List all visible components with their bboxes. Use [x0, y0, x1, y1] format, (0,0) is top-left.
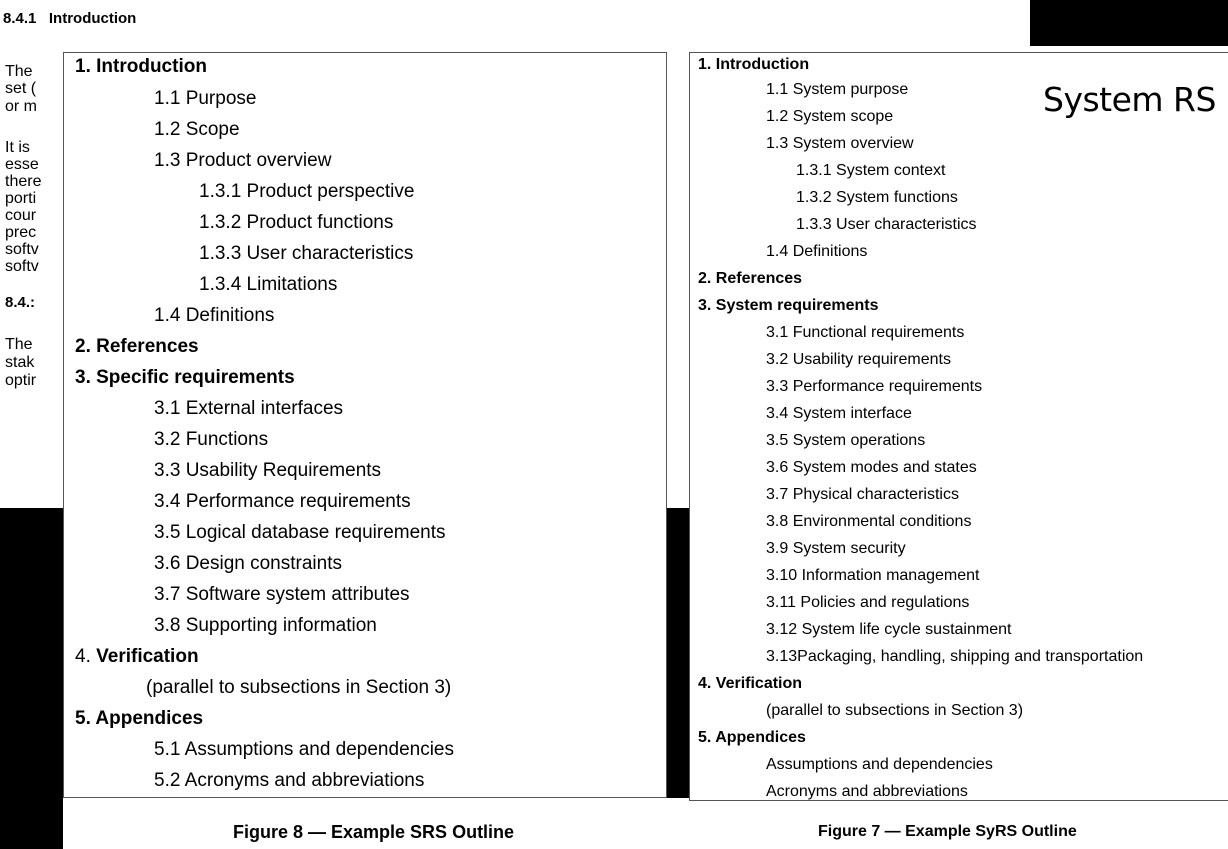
- background-text-fragment: optir: [5, 372, 37, 389]
- black-border-left: [0, 508, 63, 849]
- srs-outline-item: 2. References: [75, 336, 199, 357]
- srs-outline-item: 1.3.3 User characteristics: [199, 243, 414, 264]
- background-text-fragment: esse: [5, 156, 39, 173]
- syrs-outline-item: 3. System requirements: [698, 297, 879, 314]
- syrs-outline-item: (parallel to subsections in Section 3): [766, 702, 1024, 719]
- srs-outline-item: 3.1 External interfaces: [154, 398, 344, 419]
- srs-outline-item: 1.3 Product overview: [154, 150, 332, 171]
- syrs-outline-item: 3.9 System security: [766, 540, 906, 557]
- syrs-outline-item: 3.10 Information management: [766, 567, 980, 584]
- syrs-outline-item: 5. Appendices: [698, 729, 806, 746]
- syrs-outline-item: 3.7 Physical characteristics: [766, 486, 959, 503]
- srs-outline-item: 1.4 Definitions: [154, 305, 275, 326]
- syrs-figure-caption: Figure 7 — Example SyRS Outline: [818, 823, 1077, 840]
- background-text-fragment: The: [5, 63, 33, 80]
- section-heading: 8.4.1 Introduction: [3, 10, 137, 27]
- syrs-outline-item: 1.3 System overview: [766, 135, 914, 152]
- syrs-outline-item: 3.3 Performance requirements: [766, 378, 983, 395]
- srs-outline-item: 3.4 Performance requirements: [154, 491, 411, 512]
- syrs-outline-item: 3.1 Functional requirements: [766, 324, 965, 341]
- srs-outline-item: 3. Specific requirements: [75, 367, 295, 388]
- syrs-outline-box: [689, 52, 1228, 801]
- syrs-outline-item: 3.2 Usability requirements: [766, 351, 951, 368]
- background-text-fragment: softv: [5, 258, 39, 275]
- background-text-fragment: cour: [5, 207, 37, 224]
- srs-figure-caption: Figure 8 — Example SRS Outline: [233, 822, 515, 842]
- syrs-outline-item: 1. Introduction: [698, 56, 810, 73]
- srs-outline-item: 1.3.4 Limitations: [199, 274, 338, 295]
- syrs-outline-item: 3.4 System interface: [766, 405, 912, 422]
- srs-outline-item: 5.1 Assumptions and dependencies: [154, 739, 454, 760]
- syrs-outline-item: 3.6 System modes and states: [766, 459, 977, 476]
- syrs-outline-item: 4. Verification: [698, 675, 803, 692]
- background-text-fragment: prec: [5, 224, 37, 241]
- syrs-outline-item: 2. References: [698, 270, 803, 287]
- srs-outline-item: 3.6 Design constraints: [154, 553, 342, 574]
- syrs-outline-item: 1.2 System scope: [766, 108, 894, 125]
- srs-outline-item: 1.3.2 Product functions: [199, 212, 394, 233]
- syrs-outline-item: 3.13Packaging, handling, shipping and transportation: [766, 648, 1144, 665]
- background-text-fragment: or m: [5, 98, 37, 115]
- srs-outline-item: 3.2 Functions: [154, 429, 269, 450]
- syrs-outline-item: 1.3.2 System functions: [796, 189, 958, 206]
- srs-outline-item: 1. Introduction: [75, 56, 207, 77]
- syrs-outline-item: 1.3.3 User characteristics: [796, 216, 977, 233]
- srs-outline-item: [75, 646, 199, 668]
- srs-outline-item: 3.7 Software system attributes: [154, 584, 410, 605]
- srs-outline-item: (parallel to subsections in Section 3): [146, 677, 452, 698]
- syrs-outline-item: 3.12 System life cycle sustainment: [766, 621, 1012, 638]
- srs-outline-item: 3.3 Usability Requirements: [154, 460, 382, 481]
- srs-outline-item: 1.2 Scope: [154, 119, 240, 140]
- srs-outline-item: 3.8 Supporting information: [154, 615, 377, 636]
- srs-outline-item: 1.1 Purpose: [154, 88, 257, 109]
- syrs-outline-item: 3.8 Environmental conditions: [766, 513, 972, 530]
- black-border: [1030, 0, 1228, 46]
- background-text-fragment: It is: [5, 139, 30, 156]
- background-text-fragment: The: [5, 336, 33, 353]
- background-text-fragment: set (: [5, 80, 37, 97]
- srs-outline-item: 3.5 Logical database requirements: [154, 522, 446, 543]
- srs-outline-item-label: Verification: [96, 646, 199, 667]
- syrs-outline-item: 1.4 Definitions: [766, 243, 868, 260]
- srs-outline-item-number: 4.: [75, 646, 97, 667]
- srs-outline-item: 1.3.1 Product perspective: [199, 181, 415, 202]
- syrs-outline-item: 3.11 Policies and regulations: [766, 594, 970, 611]
- syrs-outline-item: 1.1 System purpose: [766, 81, 909, 98]
- background-text-fragment: softv: [5, 241, 39, 258]
- background-text-fragment: stak: [5, 354, 35, 371]
- system-rs-label: System RS: [1043, 80, 1216, 119]
- srs-outline-item: 5.2 Acronyms and abbreviations: [154, 770, 425, 791]
- srs-outline-box: [63, 52, 667, 798]
- syrs-outline-item: 1.3.1 System context: [796, 162, 946, 179]
- srs-outline-item: 5. Appendices: [75, 708, 204, 729]
- background-text-fragment: 8.4.:: [5, 294, 36, 311]
- syrs-outline-item: 3.5 System operations: [766, 432, 926, 449]
- background-text-fragment: there: [5, 173, 42, 190]
- syrs-outline-item: Assumptions and dependencies: [766, 756, 993, 773]
- syrs-outline-item: Acronyms and abbreviations: [766, 783, 968, 800]
- background-text-fragment: porti: [5, 190, 37, 207]
